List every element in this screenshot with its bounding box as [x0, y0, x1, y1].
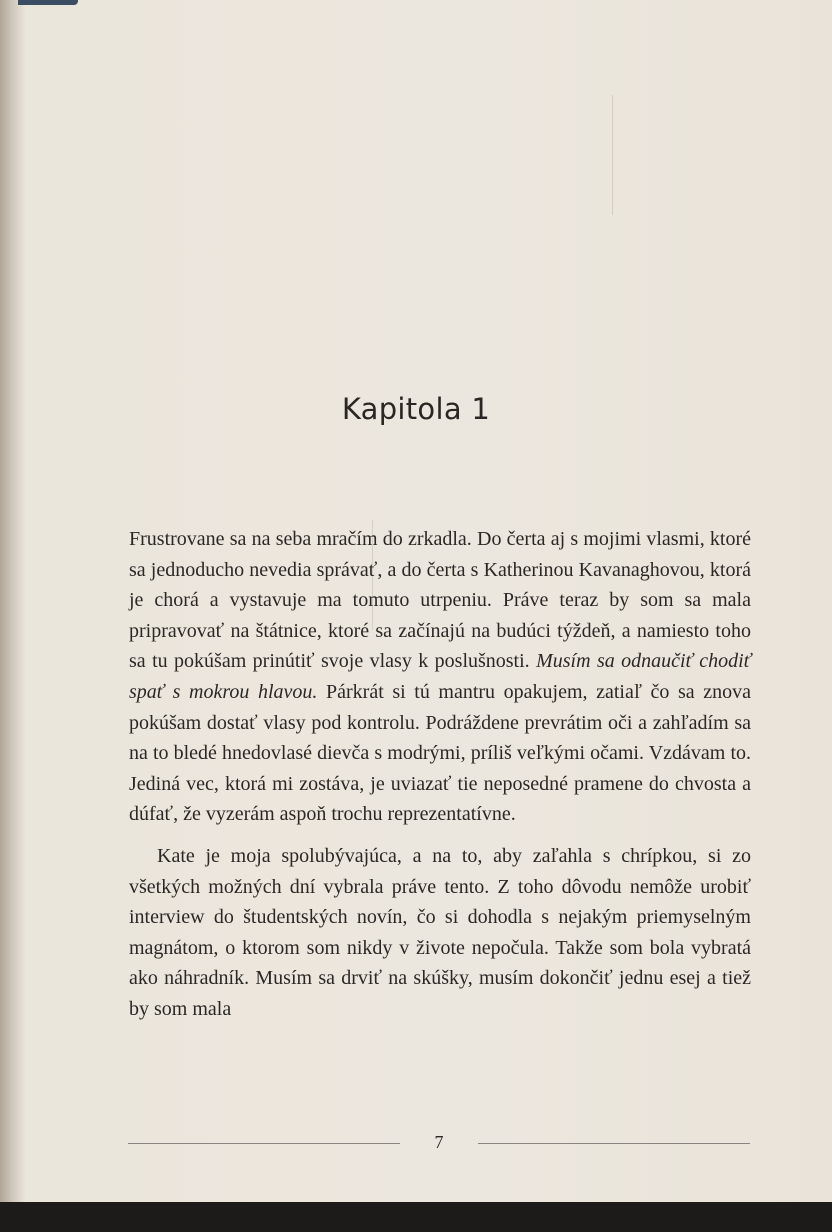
chapter-title: Kapitola 1: [341, 392, 491, 426]
footer-rule-left: [128, 1143, 400, 1144]
book-cover-edge: [18, 0, 78, 5]
paragraph-1-text-b: Párkrát si tú mantru opakujem, zatiaľ čo sa znova pokúšam dostať vlasy pod kontrolu. Podráždene prevrátim oči a zahľadím sa na to bledé hnedovlasé dievča s modrými, príliš veľkými očami. Vzdávam to. Jediná vec, ktorá mi zostáva, je uviazať tie neposedné pramene do chvosta a dúfať, že vyzerám aspoň trochu reprezentatívne.: [129, 680, 752, 826]
body-text: [129, 524, 751, 1025]
page-footer: [128, 1132, 750, 1156]
page-crease: [612, 95, 613, 215]
paragraph-1-italic: Musím sa odnaučiť chodiť spať s mokrou hlavou.: [129, 650, 751, 703]
footer-rule-right: [478, 1143, 750, 1144]
spine-shadow: [0, 0, 26, 1202]
page-number: 7: [434, 1132, 444, 1152]
paragraph-2: Kate je moja spolubývajúca, a na to, aby zaľahla s chrípkou, si zo všetkých možných dní vybrala práve tento. Z toho dôvodu nemôže urobiť interview do študentských novín, čo si dohodla s nejakým priemyselným magnátom, o ktorom som nikdy v živote nepočula. Takže som bola vybratá ako náhradník. Musím sa drviť na skúšky, musím dokončiť jednu esej a tiež by som mala: [129, 844, 751, 1020]
paragraph-1: [129, 524, 751, 830]
paragraph-1-text-a: Frustrovane sa na seba mračím do zrkadla. Do čerta aj s mojimi vlasmi, ktoré sa jednoducho nevedia správať, a do čerta s Katherinou Kavanaghovou, ktorá je chorá a vystavuje ma tomuto utrpeniu. Práve teraz by som sa mala pripravovať na štátnice, ktoré sa začínajú na budúci týždeň, a namiesto toho sa tu pokúšam prinútiť svoje vlasy k poslušnosti.: [129, 528, 751, 673]
